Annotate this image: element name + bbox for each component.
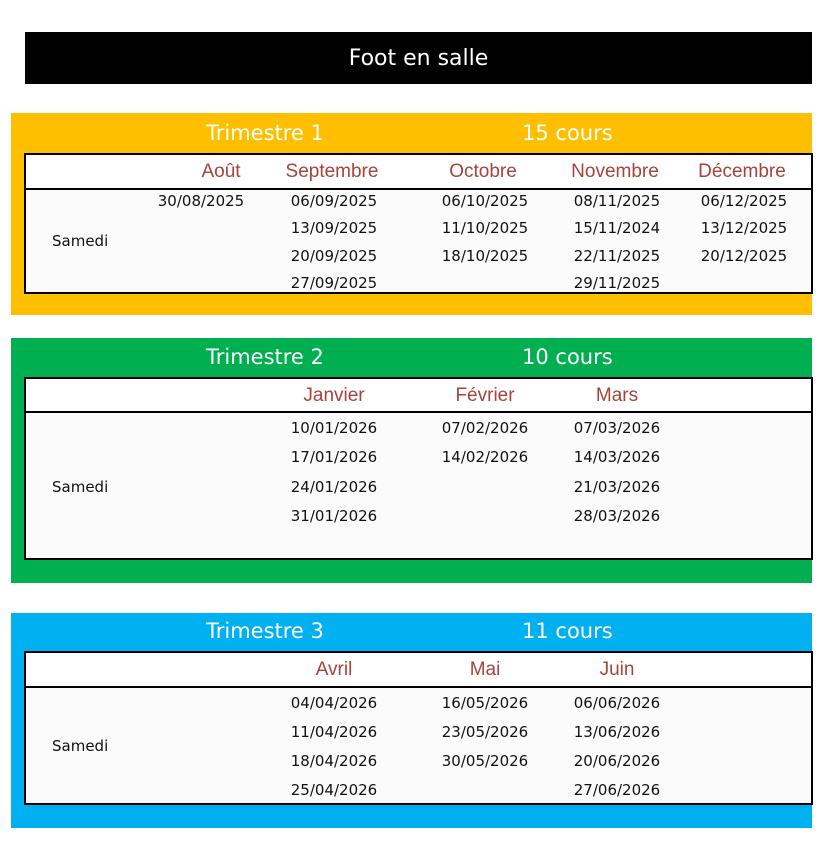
- date-cell: 06/12/2025: [700, 192, 788, 210]
- date-cell: 21/03/2026: [573, 478, 661, 496]
- date-cell: 30/08/2025: [157, 192, 245, 210]
- date-cell: 18/04/2026: [290, 752, 378, 770]
- month-header: Août: [201, 161, 241, 182]
- date-cell: 10/01/2026: [290, 419, 378, 437]
- date-cell: 23/05/2026: [441, 723, 529, 741]
- date-cell: 15/11/2024: [573, 219, 661, 237]
- date-cell: 20/12/2025: [700, 247, 788, 265]
- page-title: Foot en salle: [25, 32, 812, 84]
- date-cell: 07/02/2026: [441, 419, 529, 437]
- trimestre-1-label: Trimestre 1: [206, 121, 324, 145]
- trimestre-1-month-row: [26, 155, 811, 190]
- date-cell: 07/03/2026: [573, 419, 661, 437]
- date-cell: 29/11/2025: [573, 274, 661, 292]
- date-cell: 11/10/2025: [441, 219, 529, 237]
- trimestre-3-label: Trimestre 3: [206, 619, 324, 643]
- date-cell: 06/06/2026: [573, 694, 661, 712]
- date-cell: 16/05/2026: [441, 694, 529, 712]
- trimestre-2-count: 10 cours: [522, 345, 613, 369]
- date-cell: 13/12/2025: [700, 219, 788, 237]
- month-header: Septembre: [285, 161, 379, 182]
- trimestre-3-table: [24, 651, 813, 805]
- month-header: Octobre: [449, 161, 517, 182]
- trimestre-3-count: 11 cours: [522, 619, 613, 643]
- date-cell: 27/09/2025: [290, 274, 378, 292]
- day-label: Samedi: [52, 737, 109, 755]
- day-label: Samedi: [52, 232, 109, 250]
- trimestre-2-label: Trimestre 2: [206, 345, 324, 369]
- date-cell: 24/01/2026: [290, 478, 378, 496]
- date-cell: 14/03/2026: [573, 448, 661, 466]
- date-cell: 13/06/2026: [573, 723, 661, 741]
- date-cell: 20/06/2026: [573, 752, 661, 770]
- date-cell: 17/01/2026: [290, 448, 378, 466]
- date-cell: 18/10/2025: [441, 247, 529, 265]
- date-cell: 27/06/2026: [573, 781, 661, 799]
- date-cell: 31/01/2026: [290, 507, 378, 525]
- month-header: Avril: [315, 659, 353, 680]
- month-header: Février: [455, 385, 515, 406]
- date-cell: 20/09/2025: [290, 247, 378, 265]
- date-cell: 25/04/2026: [290, 781, 378, 799]
- date-cell: 22/11/2025: [573, 247, 661, 265]
- date-cell: 11/04/2026: [290, 723, 378, 741]
- month-header: Mars: [595, 385, 639, 406]
- trimestre-1-table: [24, 153, 813, 294]
- day-label: Samedi: [52, 478, 109, 496]
- date-cell: 14/02/2026: [441, 448, 529, 466]
- date-cell: 30/05/2026: [441, 752, 529, 770]
- trimestre-1-count: 15 cours: [522, 121, 613, 145]
- date-cell: 04/04/2026: [290, 694, 378, 712]
- date-cell: 08/11/2025: [573, 192, 661, 210]
- month-header: Mai: [469, 659, 501, 680]
- month-header: Novembre: [571, 161, 659, 182]
- date-cell: 13/09/2025: [290, 219, 378, 237]
- trimestre-2-month-row: [26, 379, 811, 413]
- month-header: Juin: [599, 659, 635, 680]
- month-header: Janvier: [303, 385, 365, 406]
- month-header: Décembre: [698, 161, 786, 182]
- date-cell: 06/10/2025: [441, 192, 529, 210]
- trimestre-3-month-row: [26, 653, 811, 688]
- date-cell: 06/09/2025: [290, 192, 378, 210]
- date-cell: 28/03/2026: [573, 507, 661, 525]
- trimestre-2-table: [24, 377, 813, 560]
